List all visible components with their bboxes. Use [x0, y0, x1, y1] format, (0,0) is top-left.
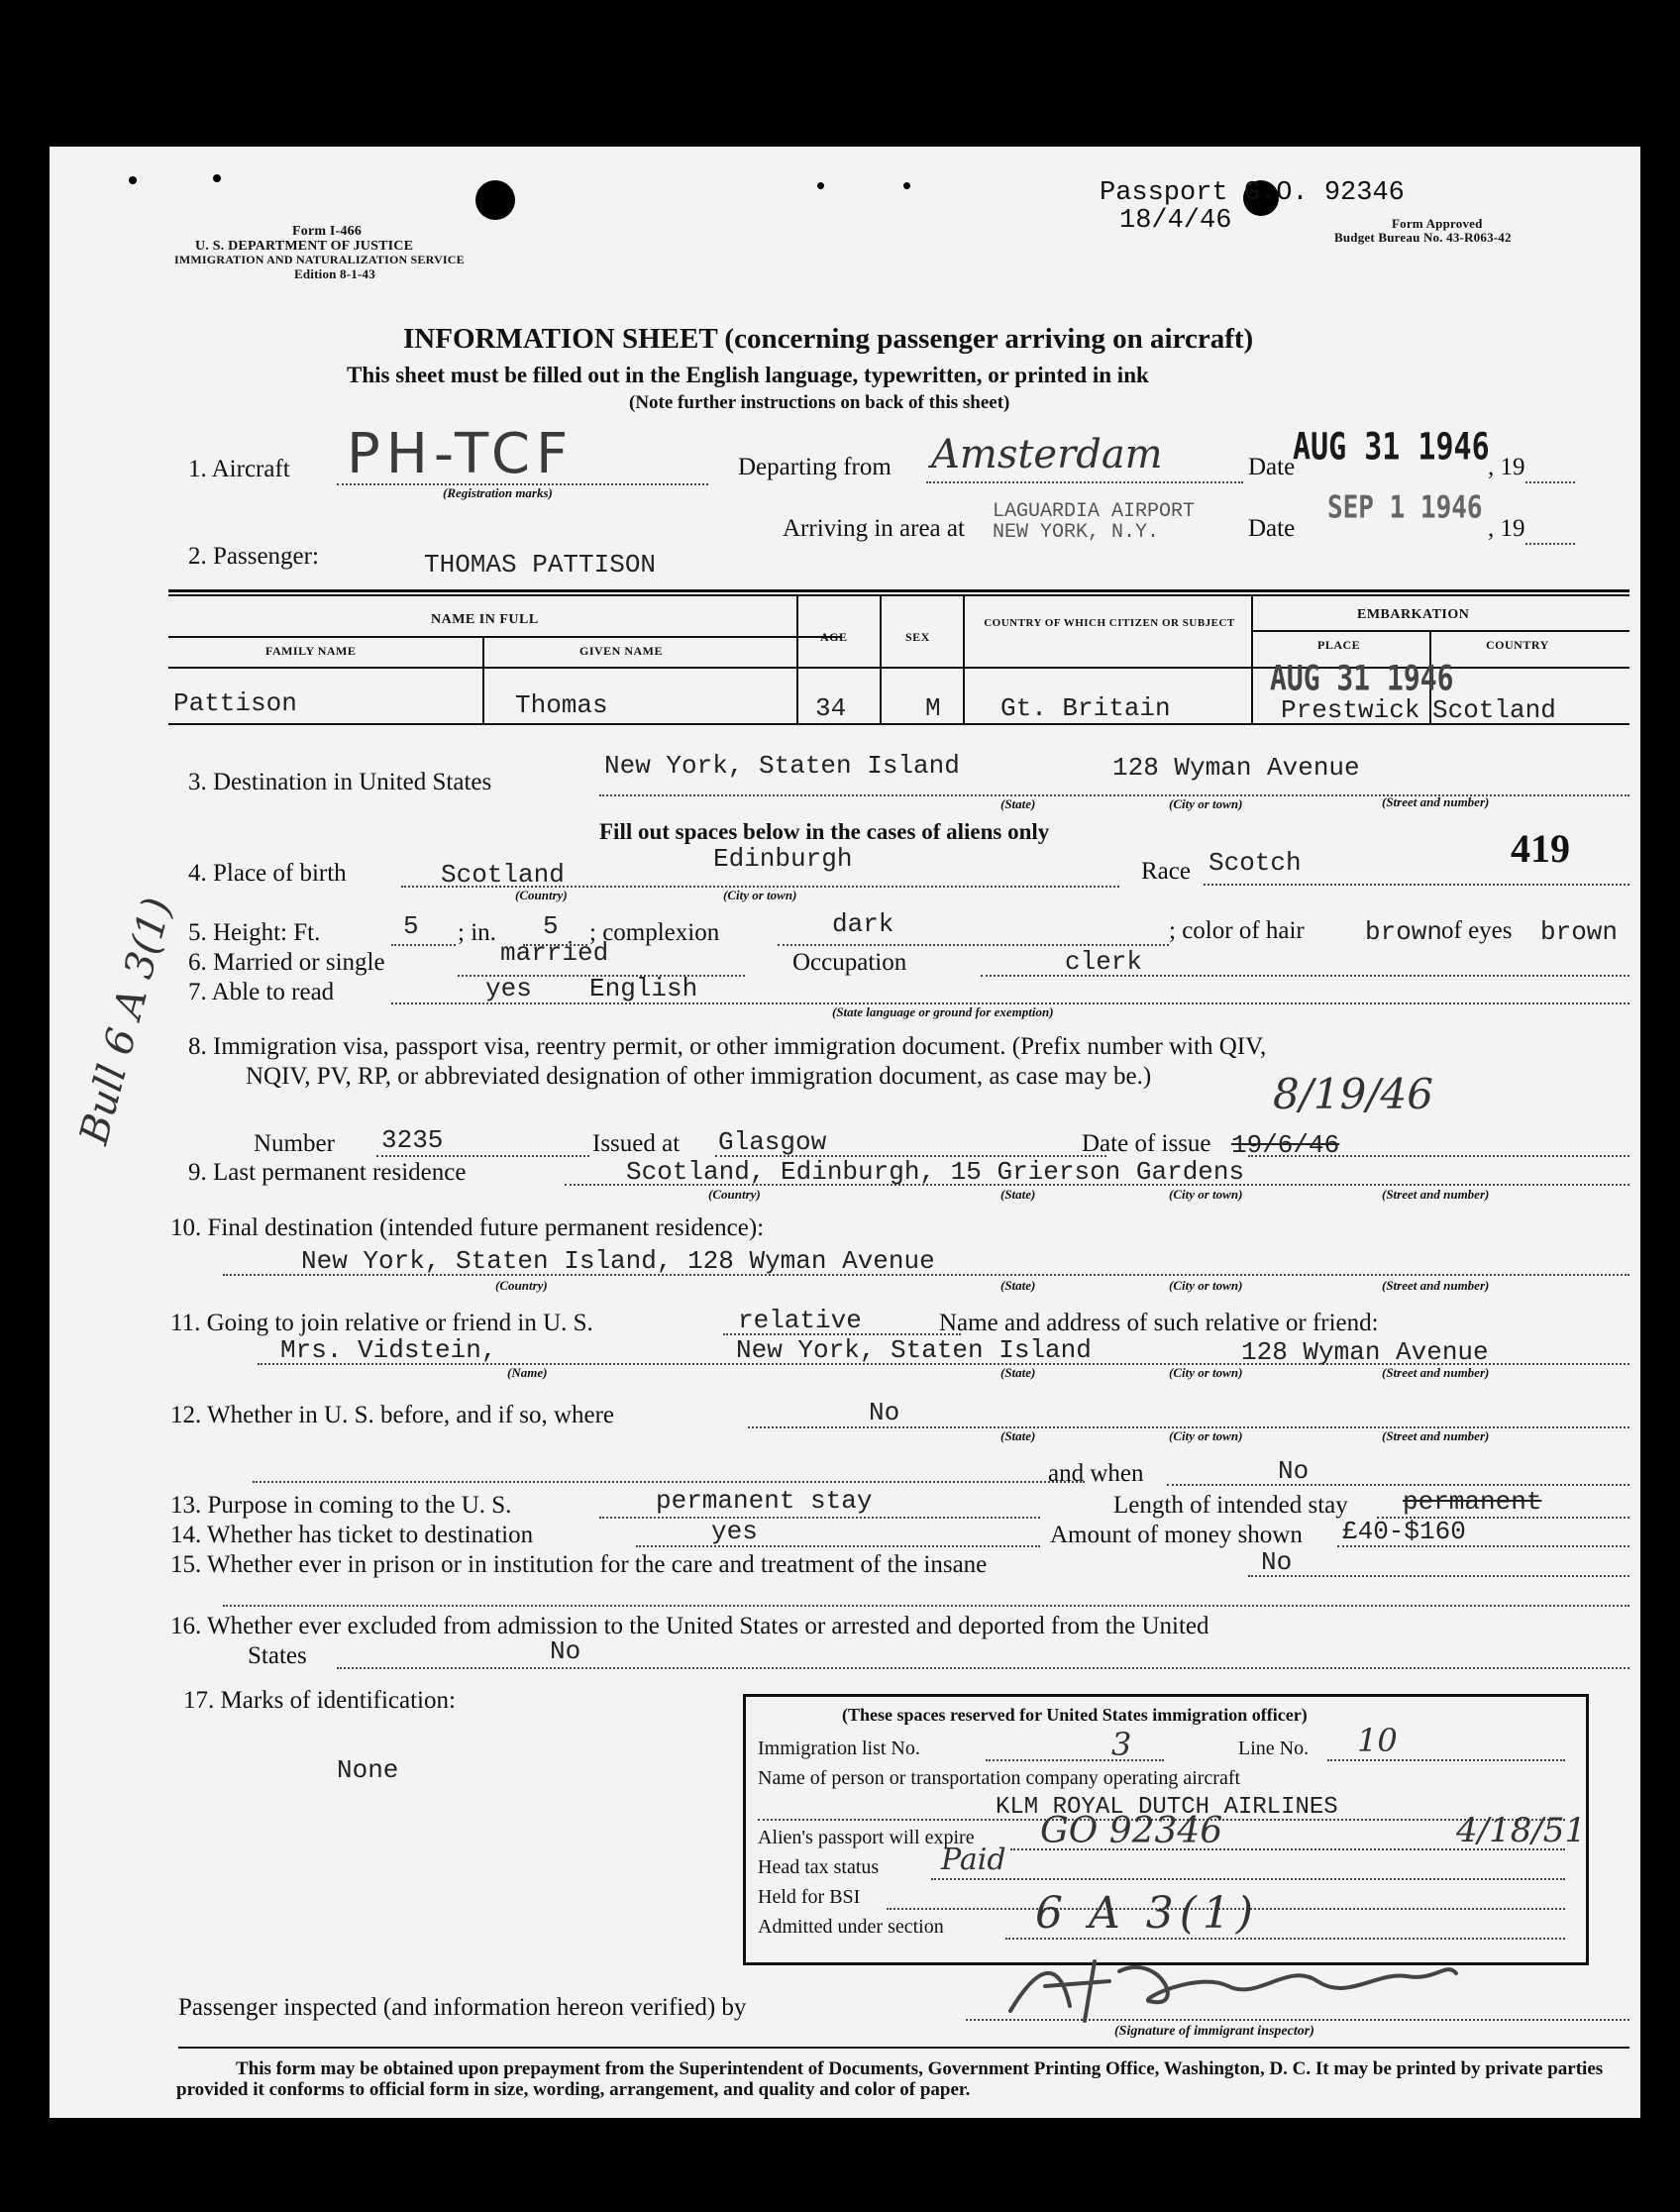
name-caption: (Name) [507, 1365, 548, 1380]
col-divider [1251, 596, 1253, 723]
citizen-value: Gt. Britain [1000, 693, 1171, 723]
prison-value: No [1261, 1547, 1293, 1577]
speck [129, 176, 137, 184]
given-name-value: Thomas [515, 690, 608, 720]
occupation-label: Occupation [792, 949, 907, 976]
country-caption: (Country) [495, 1278, 548, 1293]
hair-value: brown [1365, 917, 1443, 947]
street-caption: (Street and number) [1382, 1187, 1490, 1202]
passenger-label: 2. Passenger: [188, 543, 319, 570]
married-label: 6. Married or single [188, 949, 385, 976]
col-divider [482, 636, 484, 723]
form-subtitle: This sheet must be filled out in the English language, typewritten, or printed in ink [347, 363, 1149, 387]
list-value: 3 [1111, 1726, 1132, 1763]
country-caption: (Country) [515, 888, 568, 902]
col-divider [963, 596, 965, 723]
birthplace-country: Scotland [441, 860, 565, 890]
registration-caption: (Registration marks) [443, 485, 553, 500]
speck [817, 182, 824, 189]
line-line [1327, 1759, 1565, 1761]
margin-note: Bull 6 A 3(1) [71, 893, 181, 1149]
passenger-name: THOMAS PATTISON [424, 550, 657, 579]
height-ft-line [391, 944, 456, 946]
ticket-line [636, 1545, 1040, 1547]
prison-label: 15. Whether ever in prison or in institution for the care and treatment of the insane [170, 1551, 988, 1578]
state-caption: (State) [1000, 1278, 1036, 1293]
country-header: COUNTRY [1486, 638, 1549, 652]
issued-label: Issued at [592, 1130, 681, 1157]
family-name-header: FAMILY NAME [265, 644, 357, 658]
purpose-label: 13. Purpose in coming to the U. S. [170, 1492, 512, 1519]
year-suffix: , 19 [1488, 454, 1525, 480]
list-label: Immigration list No. [758, 1738, 920, 1759]
age-value: 34 [815, 693, 847, 723]
arrival-year-suffix: , 19 [1488, 515, 1525, 542]
state-lang-caption: (State language or ground for exemption) [832, 1004, 1054, 1019]
visa-label-1: 8. Immigration visa, passport visa, reentry permit, or other immigration document. (Prefix number with QIV, [188, 1033, 1267, 1060]
marks-value: None [337, 1755, 399, 1785]
marks-label: 17. Marks of identification: [183, 1687, 456, 1714]
passport-expire-label: Alien's passport will expire [758, 1827, 975, 1848]
residence-label: 9. Last permanent residence [188, 1159, 467, 1186]
departing-label: Departing from [738, 454, 892, 480]
aircraft-value: PH-TCF [347, 422, 575, 486]
service-name: IMMIGRATION AND NATURALIZATION SERVICE [174, 253, 465, 266]
occupation-value: clerk [1065, 947, 1143, 977]
height-in-label: ; in. [458, 919, 496, 946]
purpose-value: permanent stay [656, 1486, 873, 1516]
prison-line [1248, 1575, 1629, 1577]
officer-box-title: (These spaces reserved for United States immigration officer) [842, 1705, 1308, 1725]
race-label: Race [1141, 858, 1191, 885]
complexion-line [778, 944, 1169, 946]
passport-note: Passport G.O. 92346 [1100, 178, 1405, 208]
form-approved: Form Approved [1392, 216, 1483, 231]
before-label: 12. Whether in U. S. before, and if so, where [170, 1402, 615, 1428]
passport-expire-value: GO 92346 [1040, 1811, 1223, 1851]
excluded-line [337, 1667, 1629, 1669]
section-label: Admitted under section [758, 1916, 944, 1938]
eyes-value: brown [1540, 917, 1619, 947]
departing-line [926, 481, 1243, 483]
street-caption: (Street and number) [1382, 794, 1490, 809]
city-caption: (City or town) [723, 888, 797, 902]
join-value: relative [738, 1306, 862, 1335]
name-subrule [168, 636, 842, 638]
number-value: 3235 [381, 1125, 444, 1155]
length-value: permanent [1403, 1487, 1542, 1517]
height-label: 5. Height: Ft. [188, 919, 321, 946]
signature-caption: (Signature of immigrant inspector) [1114, 2024, 1314, 2039]
arriving-airport: LAGUARDIA AIRPORT [993, 500, 1196, 523]
city-caption: (City or town) [1169, 1278, 1243, 1293]
issue-date-label: Date of issue [1082, 1130, 1211, 1157]
arriving-city: NEW YORK, N.Y. [993, 521, 1160, 544]
footer-rule [178, 2047, 1629, 2049]
city-caption: (City or town) [1169, 1365, 1243, 1380]
table-top-rule-2 [168, 594, 1629, 596]
height-ft-value: 5 [403, 911, 419, 941]
head-tax-line [931, 1878, 1565, 1880]
prison-line-2 [223, 1605, 1629, 1607]
hair-label: ; color of hair [1169, 917, 1305, 944]
state-caption: (State) [1000, 796, 1036, 811]
destination-label: 3. Destination in United States [188, 769, 492, 795]
city-caption: (City or town) [1169, 1187, 1243, 1202]
company-label: Name of person or transportation company operating aircraft [758, 1767, 1241, 1789]
page-number: 419 [1511, 826, 1570, 871]
height-in-value: 5 [543, 911, 559, 941]
bsi-label: Held for BSI [758, 1886, 861, 1908]
number-label: Number [254, 1130, 335, 1157]
city-caption: (City or town) [1169, 796, 1243, 811]
inspector-signature [1000, 1951, 1466, 2031]
read-label: 7. Able to read [188, 979, 335, 1005]
final-destination-value: New York, Staten Island, 128 Wyman Avenue [301, 1246, 935, 1276]
issue-date-value: 19/6/46 [1231, 1130, 1340, 1160]
read-language: English [589, 974, 698, 1003]
citizen-header: COUNTRY OF WHICH CITIZEN OR SUBJECT [984, 617, 1235, 629]
line-value: 10 [1357, 1722, 1398, 1759]
embarkation-country-value: Scotland [1432, 695, 1556, 725]
final-destination-label: 10. Final destination (intended future permanent residence): [170, 1214, 765, 1241]
complexion-value: dark [832, 909, 894, 939]
destination-street: 128 Wyman Avenue [1112, 753, 1360, 783]
speck [213, 174, 221, 182]
table-top-rule [168, 589, 1629, 592]
passport-note-date: 18/4/46 [1119, 206, 1232, 236]
punch-hole [475, 180, 515, 220]
visa-label-2: NQIV, PV, RP, or abbreviated designation of other immigration document, as case may be.) [246, 1063, 1152, 1090]
name-in-full-header: NAME IN FULL [431, 612, 539, 627]
year-line [1525, 481, 1575, 483]
join-state: New York, Staten Island [736, 1335, 1092, 1365]
money-label: Amount of money shown [1050, 1522, 1303, 1548]
destination-state: New York, Staten Island [604, 751, 960, 781]
departure-date-stamp: AUG 31 1946 [1293, 425, 1490, 470]
section-value: 6 A 3(1) [1035, 1888, 1260, 1939]
complexion-label: ; complexion [589, 919, 720, 946]
street-caption: (Street and number) [1382, 1365, 1490, 1380]
arrival-date-stamp: SEP 1 1946 [1327, 490, 1483, 526]
arrival-date-label: Date [1248, 515, 1296, 542]
arrival-year-line [1525, 543, 1575, 545]
number-line [376, 1155, 589, 1157]
birthplace-city: Edinburgh [713, 844, 853, 874]
company-value: KLM ROYAL DUTCH AIRLINES [996, 1794, 1338, 1821]
and-when-line [1167, 1484, 1629, 1486]
col-divider [796, 596, 798, 723]
given-name-header: GIVEN NAME [579, 644, 664, 658]
embarkation-header: EMBARKATION [1357, 607, 1470, 622]
passport-expire-date: 4/18/51 [1456, 1811, 1587, 1850]
form-title: INFORMATION SHEET (concerning passenger arriving on aircraft) [403, 323, 1254, 355]
aircraft-label: 1. Aircraft [188, 456, 290, 482]
state-caption: (State) [1000, 1428, 1036, 1443]
excluded-label-1: 16. Whether ever excluded from admission to the United States or arrested and deported from the United [170, 1613, 1209, 1639]
race-line [1204, 884, 1629, 886]
country-caption: (Country) [708, 1187, 761, 1202]
department-name: U. S. DEPARTMENT OF JUSTICE [195, 239, 414, 254]
embarkation-date-stamp: AUG 31 1946 [1270, 657, 1454, 699]
arriving-label: Arriving in area at [783, 515, 965, 542]
purpose-line [599, 1517, 1040, 1519]
issued-value: Glasgow [718, 1127, 827, 1157]
budget-bureau: Budget Bureau No. 43-R063-42 [1334, 230, 1512, 245]
speck [903, 182, 910, 189]
before-value: No [869, 1398, 900, 1427]
head-tax-value: Paid [941, 1843, 1006, 1877]
place-header: PLACE [1317, 638, 1361, 652]
join-label: 11. Going to join relative or friend in U. S. [170, 1310, 593, 1336]
join-name-label: Name and address of such relative or friend: [939, 1310, 1379, 1336]
money-value: £40-$160 [1342, 1517, 1466, 1546]
join-name: Mrs. Vidstein, [280, 1335, 497, 1365]
street-caption: (Street and number) [1382, 1278, 1490, 1293]
issue-date-correction: 8/19/46 [1273, 1070, 1433, 1118]
departing-value: Amsterdam [931, 432, 1163, 477]
state-caption: (State) [1000, 1365, 1036, 1380]
ticket-label: 14. Whether has ticket to destination [170, 1522, 534, 1548]
form-note: (Note further instructions on back of this sheet) [629, 392, 1010, 413]
form-number: Form I-466 [292, 224, 363, 239]
sex-header: SEX [905, 630, 930, 644]
length-label: Length of intended stay [1113, 1492, 1348, 1519]
read-value: yes [485, 974, 532, 1003]
list-line [986, 1759, 1164, 1761]
city-caption: (City or town) [1169, 1428, 1243, 1443]
before-line-2 [253, 1481, 1085, 1483]
line-label: Line No. [1238, 1738, 1310, 1759]
age-header: AGE [820, 630, 848, 644]
excluded-value: No [550, 1636, 581, 1666]
date-label: Date [1248, 454, 1296, 480]
embarkation-place-value: Prestwick [1281, 695, 1420, 725]
birthplace-label: 4. Place of birth [188, 860, 347, 887]
married-value: married [500, 938, 609, 968]
and-when-label: and when [1048, 1460, 1144, 1487]
form-edition: Edition 8-1-43 [294, 266, 375, 281]
family-name-value: Pattison [173, 688, 297, 718]
street-caption: (Street and number) [1382, 1428, 1490, 1443]
head-tax-label: Head tax status [758, 1856, 880, 1878]
form-sheet [50, 147, 1640, 2118]
col-divider [880, 596, 882, 723]
residence-value: Scotland, Edinburgh, 15 Grierson Gardens [626, 1157, 1245, 1187]
sex-value: M [925, 693, 941, 723]
race-value: Scotch [1208, 848, 1302, 878]
ticket-value: yes [711, 1517, 758, 1546]
embark-subrule [1251, 630, 1629, 632]
footer-notice: This form may be obtained upon prepayment from the Superintendent of Documents, Government Printing Office, Washington, D. C. It may be printed by private parties provided it conforms to official form in size, wording, arrangement, and quality and color of paper. [176, 2058, 1604, 2100]
state-caption: (State) [1000, 1187, 1036, 1202]
inspected-label: Passenger inspected (and information hereon verified) by [178, 1994, 747, 2021]
join-street: 128 Wyman Avenue [1241, 1337, 1489, 1367]
excluded-label-2: States [248, 1642, 307, 1669]
eyes-label: of eyes [1441, 917, 1513, 944]
aliens-only-header: Fill out spaces below in the cases of aliens only [599, 819, 1050, 844]
and-when-value: No [1278, 1456, 1310, 1486]
